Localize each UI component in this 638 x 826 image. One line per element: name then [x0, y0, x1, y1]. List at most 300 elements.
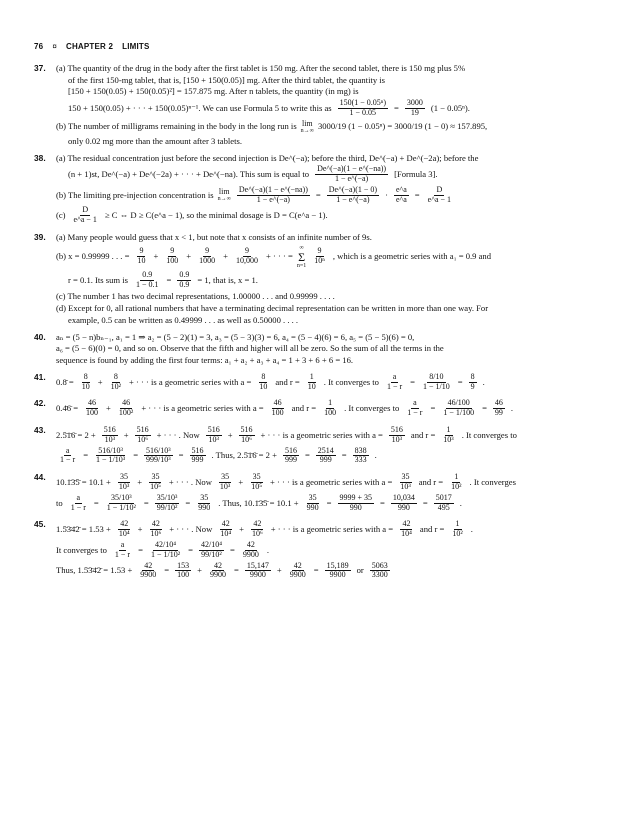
- numerator: 9: [317, 246, 322, 256]
- numerator: 516: [390, 424, 403, 434]
- numerator: a: [65, 445, 70, 455]
- text-segment: and r =: [419, 524, 445, 535]
- text-segment: (b) The limiting pre-injection concentration is: [56, 189, 214, 200]
- fraction: [322, 399, 338, 418]
- numerator: 1: [309, 371, 314, 381]
- exercise-40: [34, 332, 604, 366]
- numerator: 516: [284, 445, 297, 455]
- text-segment: to: [56, 497, 63, 508]
- fraction: [469, 373, 477, 392]
- fraction: [257, 373, 269, 392]
- denominator: 9: [470, 381, 475, 391]
- denominator: 990: [198, 502, 211, 512]
- limit-label: lim: [218, 187, 230, 197]
- denominator: 1 − 1/10³: [96, 455, 126, 465]
- fraction: [94, 447, 127, 466]
- numerator: 8/10: [429, 371, 444, 381]
- numerator: 35: [401, 472, 410, 482]
- fraction: [149, 541, 182, 560]
- fraction: [237, 186, 310, 205]
- text-segment: + · · · . Now: [169, 524, 213, 535]
- numerator: 42/10⁴: [155, 539, 177, 549]
- equation-line: 1.5̄3̄4̄2̄ = 1.53 + $\frac{42}{\text{10⁴}}$ + $\frac{42}{\text{10⁶}}$ + · · · . Now $\frac{42}{\text{10⁴}}$ + $\frac{42}{\text{10⁶}}$ + · · · is a geometric series with a = $\frac{42}{\text{10⁴}}$ and r = $\frac{1}{\text{10²}}$ .: [56, 519, 473, 539]
- fraction: [164, 247, 180, 266]
- numerator: 0.9: [179, 269, 190, 279]
- text-segment: = 1, that is, x = 1.: [197, 274, 258, 285]
- equation-line: $\frac{a}{1 - r}$ = $\frac{\text{516/10³}}{\text{1 − 1/10³}}$ = $\frac{\text{516/10³}}{\text{999/10³}}$ = $\frac{516}{999}$ . Thus, 2.5̄1̄6̄ = 2 + $\frac{516}{999}$ = $\frac{2514}{999}$ = $\frac{838}{333}$ .: [60, 445, 377, 465]
- text-segment: . It converges to: [461, 429, 517, 440]
- sum-lower: n=1: [296, 262, 307, 269]
- text-line: (d) Except for 0, all rational numbers that have a terminating decimal representation can be written in more than one way. For: [56, 303, 489, 314]
- denominator: 1 − e^(−a): [334, 174, 369, 184]
- denominator: 19: [410, 108, 419, 117]
- numerator: 5063: [371, 560, 388, 570]
- exercise-39: [34, 232, 604, 326]
- numerator: 35: [221, 472, 230, 482]
- fraction: [109, 373, 123, 392]
- text-segment: . Thus, 10.1̄3̄5̄ = 10.1 +: [218, 497, 299, 508]
- numerator: 2514: [317, 445, 334, 455]
- fraction: [218, 520, 233, 539]
- numerator: 8: [83, 371, 88, 381]
- fraction: [370, 562, 390, 581]
- numerator: 35/10³: [156, 492, 178, 502]
- numerator: a: [120, 539, 125, 549]
- fraction: [117, 399, 135, 418]
- denominator: 1 − e^(−a): [256, 194, 290, 204]
- equation-line: 0.4̄6̄ = $\frac{46}{100}$ + $\frac{46}{\text{100²}}$ + · · · is a geometric series with a = $\frac{46}{100}$ and r = $\frac{1}{100}$ . It converges to $\frac{a}{1 - r}$ = $\frac{46/100}{1 - 1/100}$ = $\frac{46}{99}$ .: [56, 398, 514, 418]
- equals-sign: =: [393, 103, 399, 114]
- exercise-number: 38.: [34, 152, 46, 163]
- text-segment: + · · · is a geometric series with a =: [270, 524, 394, 535]
- equation-line: 2.5̄1̄6̄ = 2 + $\frac{516}{\text{10³}}$ + $\frac{516}{\text{10⁶}}$ + · · · . Now $\frac{516}{\text{10³}}$ + $\frac{516}{\text{10⁶}}$ + · · · is a geometric series with a = $\frac{516}{\text{10³}}$ and r = $\frac{1}{\text{10³}}$ . It converges to: [56, 424, 517, 444]
- numerator: 8: [470, 371, 475, 381]
- numerator: De^(−a)(1 − e^(−na)): [317, 164, 387, 174]
- fraction: [148, 473, 163, 492]
- denominator: e^a − 1: [73, 215, 97, 225]
- exercise-37: [34, 63, 604, 147]
- numerator: 3000: [406, 98, 423, 108]
- text-segment: . It converges to: [323, 376, 379, 387]
- denominator: 10⁴: [118, 529, 130, 539]
- denominator: 999: [319, 455, 332, 465]
- text-line: aₙ = (5 − n)bₙ₋₁, a₁ = 1 ⇒ a₂ = (5 − 2)(1) = 3, a₃ = (5 − 3)(3) = 6, a₄ = (5 − 4)(6) = 6, a₅ = (5 − 5)(6) = 0,: [56, 331, 415, 342]
- denominator: 10³: [104, 434, 115, 444]
- fraction: [138, 562, 158, 581]
- denominator: 10³: [208, 434, 219, 444]
- fraction: [135, 247, 147, 266]
- denominator: 10³: [391, 434, 403, 444]
- fraction: [239, 426, 255, 445]
- text-line: example, 0.5 can be written as 0.49999 . . . as well as 0.50000 . . . .: [68, 314, 299, 325]
- numerator: 42: [402, 519, 411, 529]
- text-segment: + · · · is a geometric series with a =: [129, 376, 252, 387]
- exercise-42: [34, 398, 604, 419]
- fraction: [245, 562, 271, 581]
- numerator: 42: [293, 560, 302, 570]
- fraction: [421, 373, 452, 392]
- equation-line: [56, 99, 470, 118]
- exercise-number: 37.: [34, 63, 46, 73]
- equation-line: (b) The limiting pre-injection concentration is lim n→∞ $\frac{De\^{}(-a)(1 - e\^{}(-na))}{1 - e\^{}(-a)}$ = $\frac{De\^{}(-a)(1 - 0)}{1 - e\^{}(-a)}$ · $\frac{e\^{}a}{e\^{}a}$ = $\frac{D}{e\^{}a - 1}$: [56, 184, 452, 204]
- text-segment: and r =: [291, 403, 317, 414]
- equation-line: 0.8̄ = $\frac{8}{10}$ + $\frac{8}{\text{10²}}$ + · · · is a geometric series with a = $\frac{8}{10}$ and r = $\frac{1}{10}$ . It converges to $\frac{a}{1 - r}$ = $\frac{8/10}{1 - 1/10}$ = $\frac{8}{9}$ .: [56, 371, 485, 391]
- fraction: [177, 271, 191, 290]
- text-line: (a) Many people would guess that x < 1, but note that x consists of an infinite number of 9s.: [56, 232, 372, 243]
- fraction: [117, 520, 132, 539]
- denominator: 9900: [140, 570, 157, 580]
- denominator: 9900: [249, 570, 266, 580]
- text-segment: r = 0.1. Its sum is: [68, 274, 128, 285]
- fraction: [338, 494, 375, 513]
- denominator: 1 − e^(−a): [336, 194, 370, 204]
- numerator: D: [436, 184, 443, 194]
- fraction: [399, 520, 414, 539]
- fraction: [426, 186, 453, 205]
- fraction: [234, 247, 260, 266]
- fraction: [434, 494, 454, 513]
- numerator: De^(−a)(1 − e^(−na)): [238, 184, 308, 194]
- numerator: 516: [207, 424, 220, 434]
- denominator: 100: [324, 408, 337, 418]
- text-segment: (b) x = 0.99999 . . . =: [56, 251, 130, 262]
- equation-line: to $\frac{a}{1 - r}$ = $\frac{\text{35/10³}}{\text{1 − 1/10²}}$ = $\frac{\text{35/10³}}{\text{99/10²}}$ = $\frac{35}{990}$ . Thus, 10.1̄3̄5̄ = 10.1 + $\frac{35}{990}$ = $\frac{9999 + 35}{990}$ = $\frac{10,034}{990}$ = $\frac{5017}{495}$ .: [56, 492, 462, 512]
- denominator: 10: [307, 381, 316, 391]
- numerator: 1: [328, 398, 333, 408]
- fraction: [58, 447, 77, 466]
- numerator: 5017: [435, 492, 452, 502]
- numerator: 46: [122, 398, 131, 408]
- fraction: [69, 494, 88, 513]
- header-separator: ¤: [52, 42, 57, 51]
- numerator: 8: [261, 371, 266, 381]
- fraction: [398, 473, 412, 492]
- numerator: 10,034: [392, 492, 415, 502]
- numerator: 46: [273, 398, 282, 408]
- fraction: [450, 520, 464, 539]
- denominator: 10: [259, 381, 268, 391]
- fraction: [441, 399, 476, 418]
- numerator: e^a: [395, 184, 407, 194]
- equation-line: [56, 120, 487, 134]
- fraction: [117, 473, 131, 492]
- text-segment: (b) The number of milligrams remaining in the body in the long run is: [56, 121, 297, 132]
- text-segment: and r =: [410, 429, 436, 440]
- numerator: a: [413, 398, 417, 408]
- denominator: 100: [271, 408, 284, 418]
- denominator: 100: [177, 570, 190, 580]
- numerator: a: [76, 492, 81, 502]
- exercise-number: 42.: [34, 398, 46, 409]
- denominator: 100: [86, 408, 99, 418]
- text-segment: 150 + 150(0.05) + · · · + 150(0.05)ⁿ⁻¹. We can use Formula 5 to write this as: [68, 103, 332, 114]
- text-segment: Thus, 1.5̄3̄4̄2̄ = 1.53 +: [56, 565, 133, 576]
- fraction: [315, 165, 388, 184]
- fraction: [325, 562, 351, 581]
- denominator: 1 − r: [407, 408, 423, 418]
- numerator: 1: [454, 472, 459, 482]
- denominator: 10³: [219, 481, 231, 491]
- fraction: [288, 562, 308, 581]
- fraction: [190, 447, 206, 466]
- text-segment: and r =: [275, 376, 300, 387]
- text-segment: It converges to: [56, 544, 107, 555]
- numerator: 35: [308, 492, 317, 502]
- text-segment: + · · · is a geometric series with a =: [260, 429, 383, 440]
- numerator: 46: [494, 398, 503, 408]
- numerator: 9: [170, 246, 175, 256]
- numerator: 42: [246, 539, 255, 549]
- page-number: 76: [34, 42, 44, 51]
- fraction: [241, 541, 261, 560]
- denominator: 10⁴: [220, 529, 232, 539]
- fraction: [113, 541, 132, 560]
- fraction: [283, 447, 299, 466]
- text-segment: . It converges to: [344, 403, 400, 414]
- numerator: 1: [446, 424, 451, 434]
- numerator: 46: [88, 398, 97, 408]
- numerator: 516: [136, 424, 149, 434]
- exercise-number: 44.: [34, 472, 46, 483]
- denominator: 99: [494, 408, 503, 418]
- text-segment: . Thus, 2.5̄1̄6̄ = 2 +: [211, 450, 277, 461]
- text-line: (c) The number 1 has two decimal representations, 1.00000 . . . and 0.99999 . . . .: [56, 291, 335, 302]
- numerator: 516: [103, 424, 116, 434]
- fraction: [391, 494, 417, 513]
- fraction: [144, 447, 173, 466]
- sum-upper: ∞: [299, 244, 304, 251]
- fraction: [394, 186, 409, 205]
- denominator: 10⁴: [401, 529, 412, 539]
- numerator: De^(−a)(1 − 0): [328, 184, 378, 194]
- summation-operator: ∞ Σ n=1: [296, 244, 307, 269]
- solutions-page: [34, 62, 604, 806]
- limit-operator: [218, 188, 231, 202]
- denominator: e^a − 1: [427, 194, 452, 204]
- limit-subscript: n→∞: [217, 196, 231, 203]
- exercise-number: 41.: [34, 371, 46, 382]
- fraction: [196, 494, 212, 513]
- denominator: 100²: [118, 408, 134, 418]
- text-line: sequence is found by adding the first four terms: a₁ + a₂ + a₃ + a₄ = 1 + 3 + 6 + 6 = 16.: [56, 355, 354, 366]
- text-segment: + · · · . Now: [156, 429, 200, 440]
- fraction: [249, 473, 264, 492]
- numerator: D: [82, 205, 89, 215]
- numerator: 8: [113, 371, 118, 381]
- denominator: 990: [306, 502, 319, 512]
- denominator: 100: [166, 256, 179, 266]
- exercise-number: 40.: [34, 331, 46, 342]
- denominator: 9900: [210, 570, 227, 580]
- denominator: 9900: [289, 570, 306, 580]
- exercise-number: 39.: [34, 232, 46, 243]
- fraction: [72, 206, 99, 225]
- numerator: 153: [177, 560, 190, 570]
- exercise-number: 43.: [34, 424, 46, 435]
- exercise-number: 45.: [34, 519, 46, 530]
- denominator: 999: [284, 455, 297, 465]
- text-line: (a) The quantity of the drug in the body after the first tablet is 150 mg. After the second tablet, there is 150 mg plus 5%: [56, 63, 466, 73]
- text-line: (a) The residual concentration just before the second injection is De^(−a); before the third, De^(−a) + De^(−2a); before the: [56, 152, 479, 163]
- exercise-41: [34, 372, 604, 393]
- denominator: 10²: [451, 481, 462, 491]
- numerator: 42: [253, 519, 262, 529]
- exercise-45: [34, 519, 604, 581]
- equation-line: [56, 206, 328, 225]
- limit-operator: [301, 120, 314, 134]
- denominator: 999: [191, 455, 204, 465]
- denominator: 99/10²: [156, 502, 178, 512]
- text-segment: 1.5̄3̄4̄2̄ = 1.53 +: [56, 524, 111, 535]
- numerator: 516: [240, 424, 253, 434]
- fraction: [327, 186, 379, 205]
- numerator: 42: [120, 519, 129, 529]
- limit-subscript: n→∞: [300, 127, 314, 134]
- numerator: 35: [200, 492, 209, 502]
- fraction: [199, 541, 224, 560]
- fraction: [441, 426, 455, 445]
- equation-line: r = 0.1. Its sum is $\frac{0.9}{1 - 0.1}$ = $\frac{0.9}{0.9}$ = 1, that is, x = 1.: [68, 269, 258, 289]
- text-segment: (n + 1)st, De^(−a) + De^(−2a) + · · · + De^(−na). This sum is equal to: [68, 169, 310, 180]
- denominator: 1 − 1/10: [423, 381, 450, 391]
- text-segment: + · · · is a geometric series with a =: [141, 403, 264, 414]
- running-header: [34, 42, 598, 52]
- fraction: [385, 373, 404, 392]
- denominator: 1 − 0.1: [136, 279, 159, 289]
- fraction: [206, 426, 222, 445]
- numerator: 0.9: [142, 269, 153, 279]
- numerator: 15,189: [326, 560, 349, 570]
- numerator: 838: [354, 445, 367, 455]
- chapter-label: CHAPTER 2: [65, 42, 114, 51]
- numerator: 1: [455, 519, 460, 529]
- denominator: 1 − r: [386, 381, 403, 391]
- denominator: e^a: [395, 194, 407, 204]
- fraction: [493, 399, 505, 418]
- numerator: 15,147: [246, 560, 269, 570]
- fraction: [353, 447, 369, 466]
- fraction: [270, 399, 286, 418]
- denominator: 10: [137, 256, 146, 266]
- denominator: 99/10²: [201, 549, 222, 559]
- text-segment: (1 − 0.05ⁿ).: [430, 103, 470, 114]
- text-segment: 2.5̄1̄6̄ = 2 +: [56, 429, 96, 440]
- denominator: 10⁶: [150, 529, 162, 539]
- limit-label: lim: [301, 118, 313, 128]
- denominator: 1 − 0.05: [349, 108, 377, 117]
- numerator: 35: [151, 472, 160, 482]
- denominator: 10³: [443, 434, 454, 444]
- numerator: 42/10⁴: [200, 539, 222, 549]
- numerator: 9999 + 35: [339, 492, 373, 502]
- denominator: 9900: [329, 570, 346, 580]
- text-line: a₆ = (5 − 6)(0) = 0, and so on. Observe that the fifth and higher will all be zero. So the sum of all the terms in the: [56, 343, 444, 354]
- text-line: only 0.02 mg more than the amount after 3 tablets.: [68, 135, 242, 146]
- numerator: 150(1 − 0.05ⁿ): [339, 98, 386, 108]
- numerator: 35: [252, 472, 261, 482]
- denominator: 10⁶: [241, 434, 252, 444]
- denominator: 999/10³: [146, 455, 171, 465]
- numerator: 9: [139, 246, 144, 256]
- fraction: [102, 426, 118, 445]
- denominator: 990: [397, 502, 410, 512]
- text-segment: ≥ C ⇔ D ≥ C(e^a − 1), so the minimal dosage is D = C(e^a − 1).: [104, 210, 328, 221]
- denominator: 1 − 1/100: [443, 408, 475, 418]
- denominator: 1 − 1/10²: [106, 502, 136, 512]
- fraction: [312, 247, 327, 266]
- numerator: 9: [205, 246, 210, 256]
- numerator: 46/100: [447, 398, 470, 408]
- denominator: 1 − r: [60, 455, 76, 465]
- text-segment: 10.1̄3̄5̄ = 10.1 +: [56, 477, 111, 488]
- denominator: 10⁶: [251, 529, 263, 539]
- denominator: 10⁵: [251, 481, 262, 491]
- denominator: 1 − r: [70, 502, 86, 512]
- fraction: [405, 99, 425, 118]
- chapter-title: LIMITS: [122, 42, 150, 51]
- equation-line: [56, 165, 438, 184]
- denominator: 10⁶: [137, 434, 149, 444]
- fraction: [197, 247, 217, 266]
- fraction: [306, 373, 318, 392]
- numerator: 42: [221, 519, 230, 529]
- exercise-38: [34, 153, 604, 227]
- exercise-43: [34, 425, 604, 466]
- exercise-44: [34, 472, 604, 513]
- denominator: 10,000: [236, 256, 259, 266]
- denominator: 9900: [242, 549, 259, 559]
- fraction: [316, 447, 336, 466]
- text-segment: (c): [56, 210, 66, 221]
- fraction: [218, 473, 232, 492]
- denominator: 1 − r: [114, 549, 131, 559]
- denominator: 10⁵: [150, 481, 161, 491]
- denominator: 10²: [452, 529, 463, 539]
- denominator: 0.9: [179, 279, 190, 289]
- denominator: 10²: [110, 381, 122, 391]
- text-segment: and r =: [418, 477, 444, 488]
- denominator: 990: [349, 502, 362, 512]
- denominator: 3300: [371, 570, 388, 580]
- numerator: 42: [151, 519, 160, 529]
- numerator: 516/10³: [146, 445, 171, 455]
- numerator: 42: [144, 560, 153, 570]
- numerator: 42: [214, 560, 223, 570]
- text-segment: , which is a geometric series with a₁ = 0.9 and: [332, 251, 492, 262]
- numerator: 516/10³: [98, 445, 123, 455]
- denominator: 10ⁿ: [314, 256, 325, 266]
- numerator: 35: [120, 472, 129, 482]
- fraction: [250, 520, 265, 539]
- fraction: [155, 494, 180, 513]
- denominator: 1 − 1/10²: [150, 549, 181, 559]
- fraction: [208, 562, 228, 581]
- fraction: [148, 520, 163, 539]
- fraction: [135, 426, 151, 445]
- numerator: a: [392, 371, 397, 381]
- denominator: 10: [81, 381, 90, 391]
- denominator: 10³: [118, 481, 130, 491]
- text-segment: or: [356, 565, 364, 576]
- text-segment: 3000/19 (1 − 0.05ⁿ) = 3000/19 (1 − 0) ≈ 157.895,: [317, 121, 488, 132]
- denominator: 333: [354, 455, 367, 465]
- text-segment: 0.4̄6̄ =: [56, 403, 79, 414]
- fraction: [305, 494, 321, 513]
- equation-line: (b) x = 0.99999 . . . = $\frac{9}{10}$ + $\frac{9}{100}$ + $\frac{9}{1000}$ + $\frac{9}{10,000}$ + · · · = ∞ Σ n=1 $\frac{9}{\text{10ⁿ}}$ , which is a geometric series with a₁ = 0.9 and: [56, 244, 492, 269]
- numerator: 516: [191, 445, 204, 455]
- equation-line: It converges to $\frac{a}{1 - r}$ = $\frac{\text{42/10⁴}}{\text{1 − 1/10²}}$ = $\frac{\text{42/10⁴}}{\text{99/10²}}$ = $\frac{42}{9900}$ .: [56, 539, 269, 559]
- numerator: 35/10³: [110, 492, 132, 502]
